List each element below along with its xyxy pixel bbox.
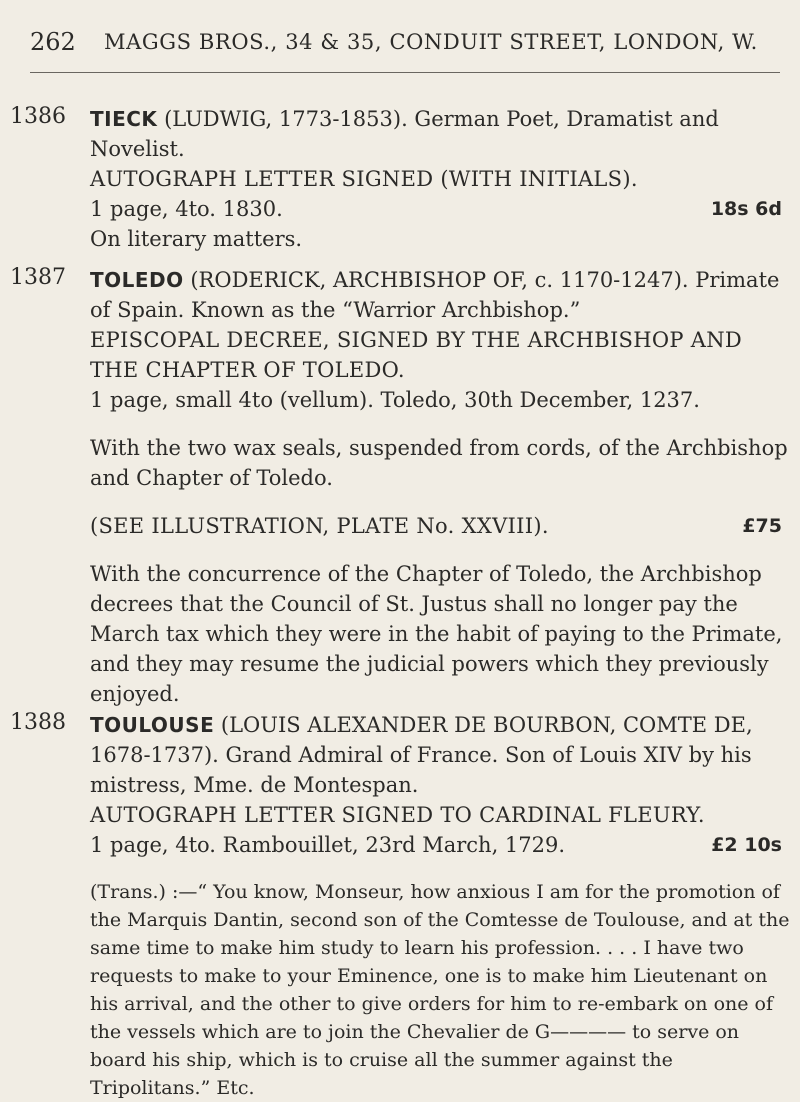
entry-note: On literary matters. xyxy=(90,227,303,251)
entry-price: £2 10s xyxy=(711,834,782,856)
entry-price: 18s 6d xyxy=(710,198,782,220)
entry-name: TOULOUSE xyxy=(90,713,215,737)
entry-intro: (LUDWIG, 1773-1853). German Poet, Dramatist and Novelist. xyxy=(90,107,719,161)
lot-number: 1386 xyxy=(10,104,66,129)
entry-title: EPISCOPAL DECREE, SIGNED BY THE ARCHBISHOP AND THE CHAPTER OF TOLEDO. xyxy=(90,328,743,382)
entry-note: (Trans.) :—“ You know, Monseur, how anxious I am for the promotion of the Marquis Dantin, second son of the Comtesse de Toulouse, and at the same time to make him study to learn his profession. . . . I have two requests to make to your Eminence, one is to make him Lieutenant on his arrival, and the other to give orders for him to re-embark on one of the vessels which are to join the Chevalier de G———— to serve on board his ship, which is to cruise all the summer against the Tripolitans.” Etc. xyxy=(90,881,790,1099)
entry-title: AUTOGRAPH LETTER SIGNED (WITH INITIALS). xyxy=(90,167,638,191)
lot-number: 1387 xyxy=(10,265,66,290)
entry-intro: (RODERICK, ARCHBISHOP OF, c. 1170-1247). Primate of Spain. Known as the “Warrior Archbishop.” xyxy=(90,268,780,322)
entry-name: TOLEDO xyxy=(90,268,184,292)
lot-number: 1388 xyxy=(10,710,66,735)
header-rule xyxy=(30,72,780,73)
entry-seal-note: With the two wax seals, suspended from cords, of the Archbishop and Chapter of Toledo. xyxy=(90,436,788,490)
entry-description: 1 page, 4to. 1830. xyxy=(90,197,283,221)
entry-illustration: (SEE ILLUSTRATION, PLATE No. XXVIII). xyxy=(90,514,549,538)
page-number: 262 xyxy=(30,28,76,56)
running-head: MAGGS BROS., 34 & 35, CONDUIT STREET, LONDON, W. xyxy=(104,30,758,54)
entry-title: AUTOGRAPH LETTER SIGNED TO CARDINAL FLEURY. xyxy=(90,803,705,827)
entry-name: TIECK xyxy=(90,107,158,131)
entry-note: With the concurrence of the Chapter of Toledo, the Archbishop decrees that the Council of St. Justus shall no longer pay the March tax which they were in the habit of paying to the Primate, and they may resume the judicial powers which they previously enjoyed. xyxy=(90,562,783,706)
entry-price: £75 xyxy=(742,515,782,537)
entry-intro: (LOUIS ALEXANDER DE BOURBON, COMTE DE, 1678-1737). Grand Admiral of France. Son of Louis XIV by his mistress, Mme. de Montespan. xyxy=(90,713,753,797)
entry-description: 1 page, 4to. Rambouillet, 23rd March, 1729. xyxy=(90,833,566,857)
entry-description: 1 page, small 4to (vellum). Toledo, 30th December, 1237. xyxy=(90,388,700,412)
